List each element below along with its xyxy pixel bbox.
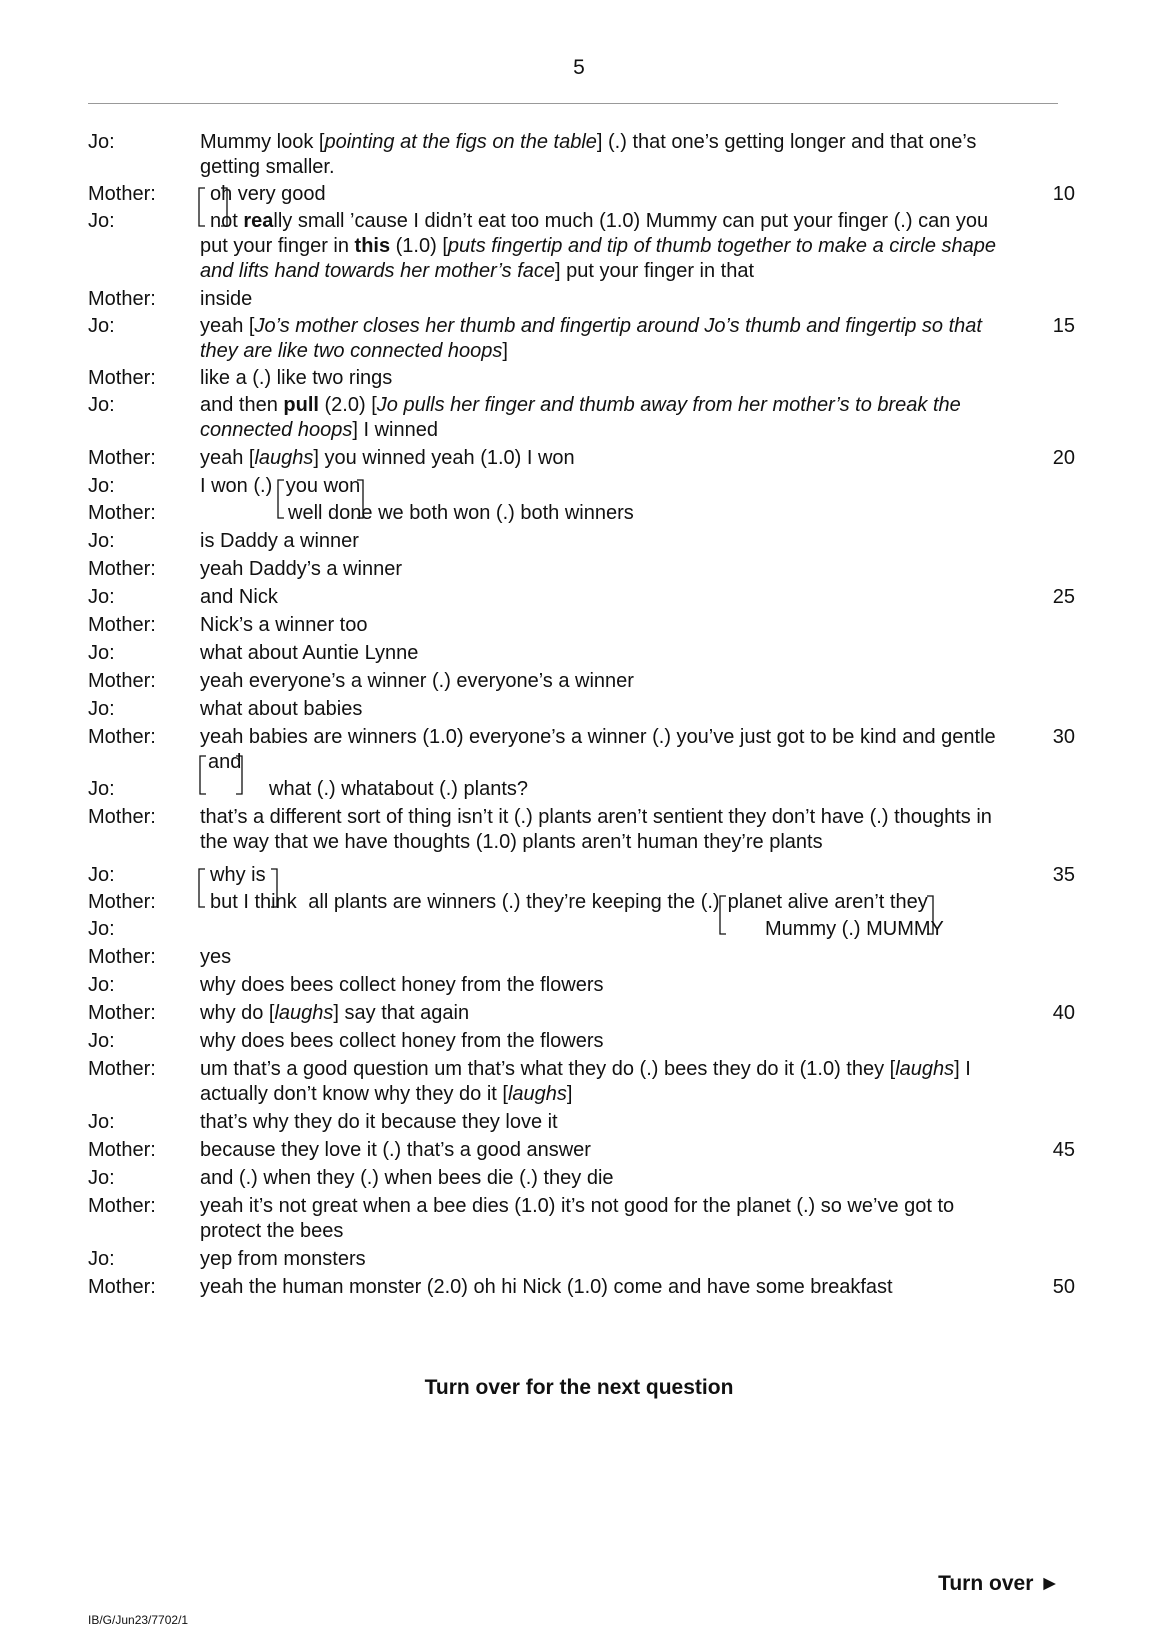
speaker-label: Jo: <box>88 315 115 337</box>
utterance-text: you won <box>285 475 361 497</box>
stage-direction: laughs <box>254 447 314 469</box>
utterance <box>200 182 1020 207</box>
speaker-label: Jo: <box>88 778 115 800</box>
transcript-line <box>88 641 1078 666</box>
stage-direction: Jo’s mother closes her thumb and fingertip around Jo’s thumb and fingertip so that they are like two connected hoops <box>200 315 982 362</box>
transcript-line <box>88 1057 1078 1107</box>
utterance <box>200 446 1020 471</box>
line-number <box>1020 1194 1078 1244</box>
transcript-line <box>88 697 1078 722</box>
emphasis: rea <box>243 210 274 232</box>
utterance-text: like a (.) like two rings <box>200 367 393 389</box>
stage-direction: laughs <box>274 1002 334 1024</box>
transcript-line <box>88 501 1078 526</box>
transcript-line <box>88 393 1078 443</box>
emphasis: pull <box>283 394 319 416</box>
utterance-text: we both won (.) both winners <box>372 502 634 524</box>
line-number <box>1020 366 1078 391</box>
utterance-text: what (.) what <box>269 778 384 800</box>
speaker-label: Jo: <box>88 642 115 664</box>
utterance-text: yeah [ <box>200 447 255 469</box>
utterance <box>200 777 1020 802</box>
line-number <box>1020 1029 1078 1054</box>
utterance: why does bees collect honey from the flowers <box>200 1030 604 1052</box>
paper-reference: IB/G/Jun23/7702/1 <box>88 1613 189 1627</box>
line-number <box>1020 669 1078 694</box>
line-number <box>1020 393 1078 443</box>
line-number <box>1020 613 1078 638</box>
overlap-segment <box>720 890 928 915</box>
transcript-line <box>88 863 1078 888</box>
speaker-label: Jo: <box>88 394 115 416</box>
transcript-line <box>88 585 1078 610</box>
utterance-text: and then <box>200 394 284 416</box>
speaker-label: Jo: <box>88 1111 115 1133</box>
utterance-text: ] you winned yeah (1.0) I won <box>313 447 575 469</box>
speaker-label: Mother: <box>88 1139 156 1161</box>
speaker-label: Jo: <box>88 586 115 608</box>
speaker-label: Mother: <box>88 1276 156 1298</box>
utterance: that’s a different sort of thing isn’t it (.) plants aren’t sentient they don’t have (.) thoughts in the way that we have thoughts (1.0) plants aren’t human they’re plants <box>200 806 992 853</box>
utterance-text: lly small ’cause I didn’t eat too much (1.0) Mummy can put your finger (.) can you put your finger in <box>200 210 989 257</box>
transcript-line <box>88 777 1078 802</box>
speaker-label: Jo: <box>88 698 115 720</box>
speaker-label: Mother: <box>88 806 156 828</box>
transcript-line <box>88 890 1078 915</box>
line-number <box>1020 130 1078 180</box>
speaker-label: Mother: <box>88 447 156 469</box>
utterance-text: ] <box>502 340 508 362</box>
utterance: yeah Daddy’s a winner <box>200 558 402 580</box>
transcript-line <box>88 1029 1078 1054</box>
speaker-label: Mother: <box>88 558 156 580</box>
utterance <box>200 890 1020 915</box>
transcript-line <box>88 474 1078 499</box>
transcript-line <box>88 669 1078 694</box>
utterance-text: um that’s a good question um that’s what they do (.) bees they do it (1.0) they [ <box>200 1058 896 1080</box>
line-number <box>1020 1110 1078 1135</box>
utterance <box>200 209 1020 284</box>
speaker-label: Mother: <box>88 1195 156 1217</box>
footer-note: Turn over for the next question <box>424 1376 734 1399</box>
stage-direction: puts fingertip and tip of thumb together to make a circle shape and lifts hand towards her mother’s face <box>200 235 996 282</box>
speaker-label: Jo: <box>88 1248 115 1270</box>
speaker-label: Jo: <box>88 131 115 153</box>
utterance <box>200 393 1020 443</box>
overlap-segment <box>200 863 280 888</box>
utterance <box>200 1001 1020 1026</box>
line-number: 40 <box>1052 1002 1075 1024</box>
utterance <box>200 863 1020 888</box>
speaker-label: Mother: <box>88 1002 156 1024</box>
utterance: yep from monsters <box>200 1248 366 1270</box>
utterance: yeah the human monster (2.0) oh hi Nick (1.0) come and have some breakfast <box>200 1276 893 1298</box>
speaker-label: Mother: <box>88 726 156 748</box>
header-rule <box>88 103 1058 104</box>
transcript-line <box>88 446 1078 471</box>
overlap-segment <box>278 474 361 499</box>
transcript-line <box>88 1166 1078 1191</box>
utterance-text: ] (.) that one’s getting longer and that one’s getting smaller. <box>200 131 977 178</box>
utterance-text: ] put your finger in that <box>555 260 755 282</box>
line-number <box>1020 1247 1078 1272</box>
utterance-text: well done <box>288 502 373 524</box>
utterance-text: why do [ <box>200 1002 275 1024</box>
utterance-text: Mummy (.) MUMMY <box>765 918 944 940</box>
line-number <box>1020 501 1078 526</box>
speaker-label: Jo: <box>88 475 115 497</box>
line-number <box>1020 917 1078 942</box>
speaker-label: Mother: <box>88 367 156 389</box>
utterance <box>200 725 1020 775</box>
transcript-line <box>88 945 1078 970</box>
speaker-label: Mother: <box>88 183 156 205</box>
utterance-text: oh <box>210 183 233 205</box>
transcript-line <box>88 805 1078 855</box>
transcript-line <box>88 209 1078 284</box>
utterance <box>200 130 1020 180</box>
utterance-text: not <box>210 210 244 232</box>
utterance-text: ] I actually don’t know why they do it [ <box>200 1058 971 1105</box>
utterance-text: very good <box>232 183 326 205</box>
utterance: and Nick <box>200 586 278 608</box>
transcript-line <box>88 182 1078 207</box>
line-number <box>1020 1057 1078 1107</box>
utterance-text: yeah [ <box>200 315 255 337</box>
line-number: 10 <box>1052 183 1075 205</box>
transcript-line <box>88 613 1078 638</box>
speaker-label: Mother: <box>88 670 156 692</box>
transcript-line <box>88 1247 1078 1272</box>
speaker-label: Jo: <box>88 1030 115 1052</box>
transcript <box>88 130 1078 1300</box>
transcript-line <box>88 314 1078 364</box>
utterance: yes <box>200 946 232 968</box>
speaker-label: Mother: <box>88 946 156 968</box>
turn-over-label: Turn over ► <box>938 1572 1060 1595</box>
stage-direction: Jo pulls her finger and thumb away from her mother’s to break the connected hoops <box>200 394 961 441</box>
utterance: Nick’s a winner too <box>200 614 368 636</box>
line-number: 45 <box>1052 1139 1075 1161</box>
utterance: what about babies <box>200 698 363 720</box>
speaker-label: Mother: <box>88 891 156 913</box>
stage-direction: laughs <box>507 1083 567 1105</box>
line-number: 15 <box>1052 315 1075 337</box>
stage-direction: laughs <box>895 1058 955 1080</box>
line-number <box>1020 209 1078 284</box>
utterance-text: ] say that again <box>333 1002 470 1024</box>
transcript-line <box>88 1194 1078 1244</box>
transcript-line <box>88 557 1078 582</box>
utterance-text: about (.) plants? <box>383 778 529 800</box>
utterance-text: inside <box>200 288 253 310</box>
speaker-label: Jo: <box>88 918 115 940</box>
line-number: 30 <box>1052 726 1075 748</box>
line-number <box>1020 945 1078 970</box>
utterance <box>200 474 1020 499</box>
utterance-text: ] I winned <box>352 419 438 441</box>
speaker-label: Jo: <box>88 210 115 232</box>
overlap-segment <box>200 182 232 207</box>
transcript-line <box>88 973 1078 998</box>
utterance-text: yeah babies are winners (1.0) everyone’s a winner (.) you’ve just got to be kind and gentle <box>200 726 996 748</box>
speaker-label: Jo: <box>88 1167 115 1189</box>
transcript-line <box>88 725 1078 775</box>
speaker-label: Jo: <box>88 974 115 996</box>
utterance: yeah everyone’s a winner (.) everyone’s a winner <box>200 670 634 692</box>
line-number <box>1020 287 1078 312</box>
line-number: 35 <box>1052 864 1075 886</box>
utterance-text: ] <box>566 1083 573 1105</box>
speaker-label: Mother: <box>88 1058 156 1080</box>
line-number <box>1020 805 1078 855</box>
utterance <box>200 501 1020 526</box>
transcript-line <box>88 1275 1078 1300</box>
page-number: 5 <box>573 56 585 79</box>
utterance <box>200 917 1020 942</box>
speaker-label: Mother: <box>88 502 156 524</box>
transcript-line <box>88 287 1078 312</box>
transcript-line <box>88 1138 1078 1163</box>
transcript-line <box>88 366 1078 391</box>
speaker-label: Jo: <box>88 530 115 552</box>
utterance <box>200 1057 1020 1107</box>
line-number <box>1020 529 1078 554</box>
transcript-line <box>88 529 1078 554</box>
line-number: 25 <box>1052 586 1075 608</box>
utterance: why does bees collect honey from the flowers <box>200 974 604 996</box>
line-number <box>1020 890 1078 915</box>
utterance-text: why is <box>210 864 266 886</box>
overlap-segment <box>200 750 241 775</box>
utterance-text: but I think <box>210 891 297 913</box>
utterance-text: (2.0) [ <box>318 394 377 416</box>
utterance <box>200 287 1020 312</box>
utterance: that’s why they do it because they love it <box>200 1111 558 1133</box>
line-number <box>1020 557 1078 582</box>
transcript-line <box>88 130 1078 180</box>
utterance: is Daddy a winner <box>200 530 359 552</box>
line-number <box>1020 1166 1078 1191</box>
utterance <box>200 366 1020 391</box>
utterance: because they love it (.) that’s a good answer <box>200 1139 591 1161</box>
utterance: and (.) when they (.) when bees die (.) they die <box>200 1167 614 1189</box>
utterance: what about Auntie Lynne <box>200 642 419 664</box>
transcript-line <box>88 1110 1078 1135</box>
speaker-label: Mother: <box>88 614 156 636</box>
line-number <box>1020 697 1078 722</box>
utterance-text: all plants are winners (.) they’re keeping the (.) <box>302 891 720 913</box>
line-number <box>1020 777 1078 802</box>
utterance-text: planet alive aren’t they <box>727 891 928 913</box>
line-number <box>1020 973 1078 998</box>
line-number <box>1020 474 1078 499</box>
speaker-label: Jo: <box>88 864 115 886</box>
line-number: 20 <box>1052 447 1075 469</box>
transcript-line <box>88 917 1078 942</box>
stage-direction: pointing at the figs on the table <box>324 131 597 153</box>
utterance <box>200 314 1020 364</box>
utterance-text: and <box>208 751 242 773</box>
line-number <box>1020 641 1078 666</box>
emphasis: this <box>354 235 391 257</box>
utterance-text: (1.0) [ <box>390 235 448 257</box>
line-number: 50 <box>1052 1276 1075 1298</box>
transcript-line <box>88 1001 1078 1026</box>
speaker-label: Mother: <box>88 288 156 310</box>
utterance: yeah it’s not great when a bee dies (1.0) it’s not good for the planet (.) so we’ve got to protect the bees <box>200 1195 955 1242</box>
utterance-text: I won (.) <box>200 475 278 497</box>
utterance-text: Mummy look [ <box>200 131 325 153</box>
